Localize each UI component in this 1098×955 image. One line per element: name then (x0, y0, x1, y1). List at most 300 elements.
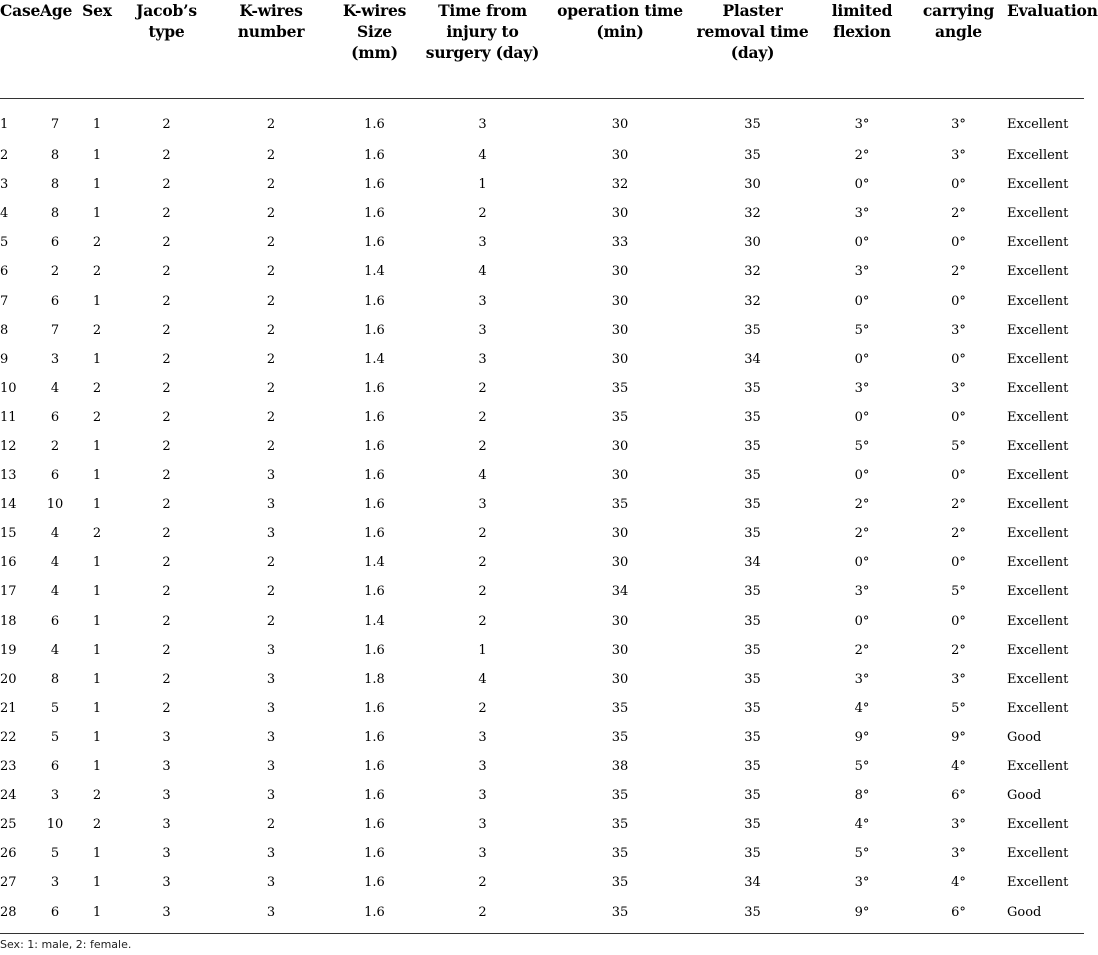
table-cell: 2 (162, 555, 171, 571)
table-cell: 26 (0, 846, 17, 862)
table-cell: 32 (611, 177, 629, 193)
table-cell: 5 (50, 700, 60, 716)
table-cell: 8 (50, 177, 60, 193)
table-cell: 1.4 (364, 351, 385, 367)
table-cell: 3 (478, 497, 487, 513)
table-cell: 35 (611, 817, 629, 833)
column-header: K-wires Size (mm) (333, 0, 416, 99)
table-cell: 3 (478, 788, 487, 804)
table-cell: 3° (854, 264, 870, 280)
table-cell: 2 (162, 526, 171, 542)
table-cell: 1.4 (364, 264, 385, 280)
table-cell: 3 (478, 817, 487, 833)
table-cell: 25 (0, 817, 17, 833)
table-cell: 1 (92, 555, 102, 571)
table-cell: 1.6 (364, 526, 385, 542)
table-cell: 10 (0, 380, 17, 396)
table-cell: 3 (478, 729, 487, 745)
table-cell: 2 (162, 116, 171, 132)
table-cell: 2 (478, 438, 487, 454)
table-cell: 2° (854, 642, 870, 658)
table-cell: 2 (162, 700, 171, 716)
table-cell: 1 (92, 206, 102, 222)
table-cell: 2 (162, 438, 171, 454)
table-cell: 3 (266, 875, 276, 891)
table-cell: 2 (266, 148, 276, 164)
table-cell: 12 (0, 438, 17, 454)
table-cell: 30 (611, 468, 629, 484)
table-row (0, 199, 1084, 228)
table-cell: 3 (50, 875, 60, 891)
table-cell: 1 (0, 116, 9, 132)
table-cell: 1.6 (364, 497, 385, 513)
table-cell: 32 (744, 293, 761, 309)
table-cell: 4 (50, 642, 60, 658)
table-cell: 2 (266, 177, 276, 193)
table-cell: 2 (92, 409, 102, 425)
table-cell: 2 (162, 642, 171, 658)
table-cell: 4 (0, 206, 9, 222)
table-cell: 15 (0, 526, 17, 542)
table-cell: 2 (478, 700, 487, 716)
table-cell: 1.6 (364, 380, 385, 396)
table-cell: 1.6 (364, 729, 385, 745)
column-header: Sex (70, 0, 124, 99)
table-cell: 2° (951, 497, 966, 513)
table-cell: 4° (854, 817, 870, 833)
table-cell: Good (1007, 897, 1084, 934)
table-cell: 1 (92, 642, 102, 658)
table-cell: 4 (50, 380, 60, 396)
table-cell: 2 (266, 817, 276, 833)
table-cell: 2 (266, 409, 276, 425)
table-cell: 1.6 (364, 759, 385, 775)
table-row (0, 432, 1084, 461)
table-cell: 2° (951, 206, 966, 222)
table-cell: 35 (611, 497, 629, 513)
table-cell: 3 (162, 729, 171, 745)
table-cell: Excellent (1007, 380, 1069, 396)
table-cell: 2 (92, 380, 102, 396)
table-cell: 0° (951, 468, 966, 484)
table-cell: 35 (744, 584, 761, 600)
table-cell: 30 (611, 264, 629, 280)
table-cell: Excellent (1007, 584, 1069, 600)
table-cell: 5° (854, 846, 870, 862)
table-cell: 35 (744, 817, 761, 833)
table-cell: 2 (266, 235, 276, 251)
table-row (0, 228, 1084, 257)
table-cell: 4° (951, 759, 966, 775)
table-cell: 3 (50, 788, 60, 804)
table-row (0, 752, 1084, 781)
table-cell: 5 (50, 846, 60, 862)
table-cell: 3° (854, 380, 870, 396)
table-cell: Excellent (1007, 759, 1069, 775)
table-cell: 13 (0, 468, 17, 484)
table-cell: 1 (92, 293, 102, 309)
table-cell: 2 (0, 148, 9, 164)
table-row (0, 257, 1084, 286)
table-cell: Excellent (1007, 700, 1069, 716)
table-cell: 2 (92, 322, 102, 338)
table-cell: 6 (50, 468, 60, 484)
table-cell: 1.6 (364, 846, 385, 862)
table-cell: 2 (162, 584, 171, 600)
table-cell: 35 (611, 846, 629, 862)
table-cell: 1.6 (364, 322, 385, 338)
table-cell: 8 (50, 148, 60, 164)
table-row (0, 839, 1084, 868)
table-cell: 3° (854, 116, 870, 132)
table-cell: 1.6 (364, 700, 385, 716)
table-cell: Excellent (1007, 613, 1069, 629)
table-cell: 1.6 (364, 817, 385, 833)
table-cell: 2 (266, 584, 276, 600)
table-cell: 35 (744, 759, 761, 775)
table-cell: 4 (50, 555, 60, 571)
table-cell: 9° (854, 729, 870, 745)
table-cell: 2 (478, 526, 487, 542)
table-cell: 3 (162, 875, 171, 891)
table-cell: 2 (92, 788, 102, 804)
table-cell: 3 (266, 526, 276, 542)
table-cell: 8 (50, 671, 60, 687)
table-cell: 2 (162, 322, 171, 338)
table-cell: 35 (744, 846, 761, 862)
table-row (0, 490, 1084, 519)
table-cell: 0° (854, 235, 870, 251)
table-cell: 9° (814, 897, 910, 934)
table-cell: 3° (951, 116, 966, 132)
table-cell: 35 (611, 788, 629, 804)
table-cell: 3 (478, 846, 487, 862)
table-cell: 4 (50, 526, 60, 542)
table-cell: 1 (92, 759, 102, 775)
table-cell: 3° (951, 322, 966, 338)
table-row (0, 868, 1084, 897)
table-cell: 2 (266, 380, 276, 396)
table-cell: Excellent (1007, 642, 1069, 658)
table-cell: 16 (0, 555, 17, 571)
table-cell: Excellent (1007, 177, 1069, 193)
table-cell: 30 (611, 613, 629, 629)
table-cell: 2 (162, 613, 171, 629)
table-cell: Excellent (1007, 555, 1069, 571)
table-cell: Good (1007, 788, 1042, 804)
column-header: Age (40, 0, 70, 99)
table-row (0, 461, 1084, 490)
table-cell: 30 (611, 148, 629, 164)
table-cell: 3 (50, 351, 60, 367)
table-cell: 1 (92, 671, 102, 687)
table-cell: 3° (951, 380, 966, 396)
table-row (0, 665, 1084, 694)
table-cell: 2 (162, 671, 171, 687)
table-cell: 2 (162, 351, 171, 367)
table-cell: 3 (266, 642, 276, 658)
table-cell: Excellent (1007, 497, 1069, 513)
table-cell: Excellent (1007, 526, 1069, 542)
table-cell: Excellent (1007, 148, 1069, 164)
table-row (0, 897, 1084, 934)
table-cell: 30 (611, 671, 629, 687)
table-row (0, 548, 1084, 577)
column-header: Evaluation (1007, 0, 1084, 99)
table-cell: 2° (951, 526, 966, 542)
table-cell: 1 (92, 497, 102, 513)
table-cell: 23 (0, 759, 17, 775)
table-row (0, 810, 1084, 839)
table-cell: 35 (744, 148, 761, 164)
table-cell: 2 (92, 817, 102, 833)
table-cell: 3 (478, 116, 487, 132)
table-row (0, 519, 1084, 548)
table-cell: 3° (951, 846, 966, 862)
table-cell: 3° (951, 671, 966, 687)
table-header (0, 0, 1098, 99)
table-cell: 2 (478, 875, 487, 891)
table-cell: 0° (951, 293, 966, 309)
table-cell: Excellent (1007, 293, 1069, 309)
table-row (0, 316, 1084, 345)
table-cell: 8° (854, 788, 870, 804)
table-cell: 35 (744, 116, 761, 132)
table-cell: 38 (611, 759, 629, 775)
table-cell: 34 (744, 351, 761, 367)
table-cell: 30 (611, 351, 629, 367)
table-cell: 0° (854, 468, 870, 484)
table-cell: 3 (162, 788, 171, 804)
table-cell: 0° (951, 555, 966, 571)
table-cell: 3 (124, 897, 209, 934)
table-cell: 5° (854, 759, 870, 775)
table-cell: 2 (162, 177, 171, 193)
table-cell: 0° (854, 351, 870, 367)
table-cell: 2 (162, 380, 171, 396)
table-cell: 6 (50, 235, 60, 251)
table-cell: 35 (744, 526, 761, 542)
table-cell: 35 (744, 788, 761, 804)
table-cell: 2 (266, 613, 276, 629)
table-row (0, 141, 1084, 170)
table-cell: 6 (50, 293, 60, 309)
table-row (0, 170, 1084, 199)
table-cell: 2 (162, 264, 171, 280)
table-cell: 2 (478, 584, 487, 600)
table-cell: 5° (951, 438, 966, 454)
table-cell: 1.6 (364, 468, 385, 484)
table-cell: 35 (611, 700, 629, 716)
table-cell: 35 (549, 897, 691, 934)
header-row (0, 0, 1084, 99)
table-cell: 2 (162, 293, 171, 309)
table-cell: 30 (744, 235, 761, 251)
table-cell: 35 (744, 497, 761, 513)
table-cell: 3° (951, 148, 966, 164)
table-cell: 24 (0, 788, 17, 804)
table-cell: 2 (266, 438, 276, 454)
table-cell: 28 (0, 897, 40, 934)
table-cell: 1 (92, 468, 102, 484)
table-cell: 3 (478, 759, 487, 775)
table-cell: 2° (951, 264, 966, 280)
table-cell: 35 (744, 729, 761, 745)
table-cell: 2 (162, 497, 171, 513)
table-cell: 6° (910, 897, 1007, 934)
table-cell: 30 (611, 526, 629, 542)
table-cell: 35 (744, 613, 761, 629)
column-header: Case (0, 0, 40, 99)
table-cell: 35 (744, 468, 761, 484)
table-cell: 35 (744, 438, 761, 454)
table-cell: 1 (92, 700, 102, 716)
table-cell: 6 (40, 897, 70, 934)
table-cell: 34 (744, 555, 761, 571)
table-cell: 0° (854, 409, 870, 425)
table-cell: 1.4 (364, 613, 385, 629)
table-cell: Excellent (1007, 875, 1069, 891)
table-cell: 34 (611, 584, 629, 600)
table-cell: 2° (854, 497, 870, 513)
table-cell: 8 (0, 322, 9, 338)
table-cell: 0° (951, 613, 966, 629)
table-cell: 35 (691, 897, 814, 934)
table-cell: 2 (266, 264, 276, 280)
table-cell: 1 (92, 351, 102, 367)
table-cell: 2 (162, 235, 171, 251)
table-cell: 2 (162, 206, 171, 222)
table-row (0, 577, 1084, 606)
table-cell: 3 (162, 817, 171, 833)
table-cell: 7 (50, 116, 60, 132)
column-header: Jacob’s type (124, 0, 209, 99)
table-cell: 4 (478, 264, 487, 280)
table-cell: 3 (209, 897, 333, 934)
table-cell: 30 (611, 293, 629, 309)
table-cell: Excellent (1007, 438, 1069, 454)
table-cell: 35 (744, 322, 761, 338)
table-cell: 1 (478, 177, 487, 193)
table-cell: 30 (611, 116, 629, 132)
table-cell: 1 (92, 116, 102, 132)
table-cell: 3° (951, 817, 966, 833)
table-cell: 2° (951, 642, 966, 658)
table-cell: 2° (854, 526, 870, 542)
table-cell: 1 (92, 729, 102, 745)
table-cell: 1.6 (364, 177, 385, 193)
table-cell: 4 (478, 148, 487, 164)
table-cell: 8 (50, 206, 60, 222)
table-cell: 1.6 (364, 206, 385, 222)
table-row (0, 345, 1084, 374)
table-cell: 3° (854, 875, 870, 891)
table-cell: 3 (266, 468, 276, 484)
table-cell: 2 (266, 555, 276, 571)
table-cell: 4 (478, 468, 487, 484)
table-cell: Excellent (1007, 351, 1069, 367)
table-cell: 2 (92, 264, 102, 280)
column-header: Time from injury to surgery (day) (416, 0, 549, 99)
table-cell: 0° (951, 409, 966, 425)
table-cell: 0° (854, 293, 870, 309)
table-cell: 14 (0, 497, 17, 513)
table-cell: 0° (951, 177, 966, 193)
table-cell: 5° (951, 700, 966, 716)
table-row (0, 286, 1084, 315)
table-cell: 6 (50, 759, 60, 775)
table-cell: 2 (478, 380, 487, 396)
table-cell: 3 (0, 177, 9, 193)
table-cell: 5° (854, 322, 870, 338)
table-cell: 0° (951, 235, 966, 251)
table-cell: Excellent (1007, 817, 1069, 833)
table-cell: 5° (854, 438, 870, 454)
table-cell: 1.6 (364, 642, 385, 658)
column-header: Plaster removal time (day) (691, 0, 814, 99)
table-cell: 35 (611, 729, 629, 745)
table-cell: 2 (478, 206, 487, 222)
table-cell: Excellent (1007, 468, 1069, 484)
table-cell: 3 (266, 788, 276, 804)
table-row (0, 636, 1084, 665)
table-cell: 30 (611, 206, 629, 222)
table-cell: Good (1007, 729, 1042, 745)
table-cell: 1.4 (364, 555, 385, 571)
table-cell: 3 (266, 700, 276, 716)
table-cell: 1 (92, 846, 102, 862)
table-cell: 2° (854, 148, 870, 164)
table-cell: 5° (951, 584, 966, 600)
table-cell: 3° (854, 584, 870, 600)
table-cell: 35 (611, 380, 629, 396)
table-cell: 10 (46, 497, 64, 513)
table-cell: 9° (951, 729, 966, 745)
table-cell: 30 (611, 642, 629, 658)
table-cell: 2 (266, 293, 276, 309)
column-header: K-wires number (209, 0, 333, 99)
table-cell: 3 (266, 729, 276, 745)
table-cell: Excellent (1007, 846, 1069, 862)
table-cell: 35 (611, 409, 629, 425)
table-row (0, 781, 1084, 810)
table-cell: 6 (50, 409, 60, 425)
table-cell: 19 (0, 642, 17, 658)
table-cell: 34 (744, 875, 761, 891)
table-cell: 1.6 (364, 438, 385, 454)
table-cell: 2 (266, 322, 276, 338)
table-cell: 20 (0, 671, 17, 687)
table-cell: 4 (478, 671, 487, 687)
table-cell: Excellent (1007, 409, 1069, 425)
table-row (0, 374, 1084, 403)
table-cell: 5 (0, 235, 9, 251)
table-cell: 7 (0, 293, 9, 309)
table-cell: 0° (854, 177, 870, 193)
table-cell: Excellent (1007, 671, 1069, 687)
table-body (0, 99, 1084, 934)
table-cell: 0° (854, 613, 870, 629)
table-cell: Excellent (1007, 235, 1069, 251)
table-cell: 22 (0, 729, 17, 745)
table-cell: 3 (478, 235, 487, 251)
table-cell: 1.6 (364, 584, 385, 600)
table-cell: 9 (0, 351, 9, 367)
table-cell: 3 (266, 497, 276, 513)
table-cell: 1.6 (364, 148, 385, 164)
table-cell: 35 (744, 409, 761, 425)
table-cell: 1.6 (364, 875, 385, 891)
